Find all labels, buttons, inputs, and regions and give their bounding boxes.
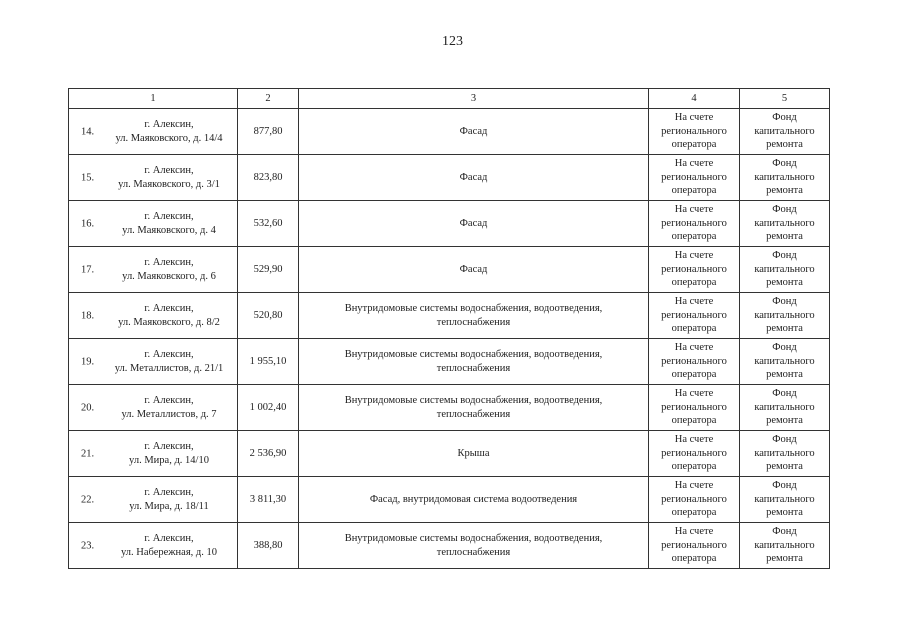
area-cell: 2 536,90	[238, 431, 299, 477]
account-line: На счете	[674, 204, 714, 216]
account-line: На счете	[674, 296, 714, 308]
fund-line: ремонта	[766, 323, 803, 335]
account-line: оператора	[671, 185, 717, 197]
address-cell	[69, 109, 238, 155]
table-row	[69, 431, 830, 477]
account-line: регионального	[661, 309, 727, 321]
area-cell: 529,90	[238, 247, 299, 293]
address	[105, 440, 233, 467]
row-number: 14.	[81, 125, 95, 137]
row-number: 15.	[81, 171, 95, 183]
area-cell: 1 955,10	[238, 339, 299, 385]
account-cell	[649, 385, 740, 431]
account-line: На счете	[674, 250, 714, 262]
header-cell-2: 2	[238, 89, 299, 109]
header-cell-5: 5	[740, 89, 830, 109]
address-city: г. Алексин,	[144, 257, 194, 268]
header-cell-4: 4	[649, 89, 740, 109]
account-line: оператора	[671, 461, 717, 473]
address-street: ул. Маяковского, д. 8/2	[118, 316, 220, 328]
fund-line: капитального	[754, 355, 815, 367]
address-city: г. Алексин,	[144, 303, 194, 314]
address	[105, 532, 233, 559]
account-cell	[649, 339, 740, 385]
account-cell	[649, 477, 740, 523]
address-street: ул. Маяковского, д. 14/4	[115, 132, 223, 144]
fund-line: Фонд	[772, 342, 797, 354]
account-line: оператора	[671, 323, 717, 335]
address-city: г. Алексин,	[144, 395, 194, 406]
account-line: регионального	[661, 125, 727, 137]
account-line: На счете	[674, 526, 714, 538]
fund-line: Фонд	[772, 250, 797, 262]
fund-cell	[740, 477, 830, 523]
address-cell	[69, 523, 238, 569]
fund-line: капитального	[754, 263, 815, 275]
account-cell	[649, 523, 740, 569]
account-line: оператора	[671, 139, 717, 151]
account-cell	[649, 109, 740, 155]
account-line: оператора	[671, 277, 717, 289]
work-type-cell: Внутридомовые системы водоснабжения, водоотведения, теплоснабжения	[299, 523, 649, 569]
fund-line: Фонд	[772, 526, 797, 538]
address-street: ул. Маяковского, д. 6	[122, 270, 216, 282]
row-number: 21.	[81, 447, 95, 459]
account-line: регионального	[661, 217, 727, 229]
fund-cell	[740, 523, 830, 569]
account-line: На счете	[674, 388, 714, 400]
page-number: 123	[442, 34, 463, 49]
fund-line: ремонта	[766, 553, 803, 565]
account-line: регионального	[661, 493, 727, 505]
table-row	[69, 385, 830, 431]
address-city: г. Алексин,	[144, 119, 194, 130]
fund-line: ремонта	[766, 369, 803, 381]
account-line: регионального	[661, 263, 727, 275]
header-row	[69, 89, 830, 109]
fund-line: капитального	[754, 447, 815, 459]
work-type-cell: Внутридомовые системы водоснабжения, водоотведения, теплоснабжения	[299, 293, 649, 339]
fund-line: Фонд	[772, 296, 797, 308]
area-cell: 877,80	[238, 109, 299, 155]
address-cell	[69, 293, 238, 339]
address-cell	[69, 247, 238, 293]
fund-cell	[740, 293, 830, 339]
fund-cell	[740, 155, 830, 201]
address	[105, 118, 233, 145]
address-cell	[69, 477, 238, 523]
row-number: 19.	[81, 355, 95, 367]
fund-cell	[740, 201, 830, 247]
address	[105, 302, 233, 329]
account-cell	[649, 293, 740, 339]
table-row	[69, 477, 830, 523]
address-cell	[69, 201, 238, 247]
table-row	[69, 109, 830, 155]
account-line: На счете	[674, 480, 714, 492]
row-number: 16.	[81, 217, 95, 229]
table-row	[69, 201, 830, 247]
account-cell	[649, 155, 740, 201]
fund-line: Фонд	[772, 480, 797, 492]
area-cell: 823,80	[238, 155, 299, 201]
fund-line: капитального	[754, 401, 815, 413]
fund-line: капитального	[754, 493, 815, 505]
row-number: 17.	[81, 263, 95, 275]
row-number: 20.	[81, 401, 95, 413]
fund-line: Фонд	[772, 204, 797, 216]
work-type-cell: Фасад	[299, 201, 649, 247]
account-line: оператора	[671, 415, 717, 427]
account-line: регионального	[661, 447, 727, 459]
address-cell	[69, 339, 238, 385]
address	[105, 394, 233, 421]
fund-line: Фонд	[772, 434, 797, 446]
account-line: На счете	[674, 158, 714, 170]
fund-line: Фонд	[772, 112, 797, 124]
address-street: ул. Мира, д. 14/10	[129, 454, 209, 466]
table-row	[69, 339, 830, 385]
header-cell-3: 3	[299, 89, 649, 109]
area-cell: 388,80	[238, 523, 299, 569]
account-line: На счете	[674, 342, 714, 354]
row-number: 23.	[81, 539, 95, 551]
account-line: На счете	[674, 112, 714, 124]
work-type-cell: Внутридомовые системы водоснабжения, водоотведения, теплоснабжения	[299, 385, 649, 431]
header-cell-1: 1	[69, 89, 238, 109]
row-number: 22.	[81, 493, 95, 505]
account-line: оператора	[671, 369, 717, 381]
address-street: ул. Маяковского, д. 3/1	[118, 178, 220, 190]
repair-register-table	[68, 88, 830, 569]
fund-cell	[740, 385, 830, 431]
table-row	[69, 247, 830, 293]
address-cell	[69, 385, 238, 431]
address-cell	[69, 155, 238, 201]
work-type-cell: Фасад	[299, 247, 649, 293]
fund-line: капитального	[754, 309, 815, 321]
fund-line: капитального	[754, 539, 815, 551]
fund-line: ремонта	[766, 507, 803, 519]
account-line: оператора	[671, 553, 717, 565]
address	[105, 256, 233, 283]
work-type-cell: Фасад	[299, 155, 649, 201]
account-line: оператора	[671, 507, 717, 519]
account-line: регионального	[661, 401, 727, 413]
address	[105, 348, 233, 375]
work-type-cell: Крыша	[299, 431, 649, 477]
account-line: регионального	[661, 171, 727, 183]
fund-line: ремонта	[766, 277, 803, 289]
fund-line: капитального	[754, 125, 815, 137]
address-city: г. Алексин,	[144, 211, 194, 222]
area-cell: 3 811,30	[238, 477, 299, 523]
address-city: г. Алексин,	[144, 349, 194, 360]
fund-line: ремонта	[766, 461, 803, 473]
fund-line: ремонта	[766, 231, 803, 243]
address	[105, 164, 233, 191]
account-cell	[649, 247, 740, 293]
table-row	[69, 293, 830, 339]
address-cell	[69, 431, 238, 477]
fund-line: ремонта	[766, 415, 803, 427]
address-city: г. Алексин,	[144, 165, 194, 176]
row-number: 18.	[81, 309, 95, 321]
fund-cell	[740, 109, 830, 155]
address-street: ул. Металлистов, д. 21/1	[114, 362, 224, 374]
fund-cell	[740, 431, 830, 477]
address	[105, 486, 233, 513]
account-cell	[649, 431, 740, 477]
work-type-cell: Внутридомовые системы водоснабжения, водоотведения, теплоснабжения	[299, 339, 649, 385]
fund-line: Фонд	[772, 158, 797, 170]
table-row	[69, 155, 830, 201]
account-line: регионального	[661, 539, 727, 551]
address-city: г. Алексин,	[144, 441, 194, 452]
address-street: ул. Набережная, д. 10	[120, 546, 217, 558]
fund-cell	[740, 247, 830, 293]
address	[105, 210, 233, 237]
area-cell: 1 002,40	[238, 385, 299, 431]
account-line: На счете	[674, 434, 714, 446]
account-line: регионального	[661, 355, 727, 367]
address-street: ул. Металлистов, д. 7	[121, 408, 217, 420]
address-street: ул. Мира, д. 18/11	[129, 500, 209, 512]
area-cell: 520,80	[238, 293, 299, 339]
account-line: оператора	[671, 231, 717, 243]
area-cell: 532,60	[238, 201, 299, 247]
address-street: ул. Маяковского, д. 4	[122, 224, 216, 236]
fund-cell	[740, 339, 830, 385]
account-cell	[649, 201, 740, 247]
address-city: г. Алексин,	[144, 533, 194, 544]
fund-line: Фонд	[772, 388, 797, 400]
fund-line: капитального	[754, 217, 815, 229]
table-row	[69, 523, 830, 569]
fund-line: ремонта	[766, 139, 803, 151]
fund-line: капитального	[754, 171, 815, 183]
fund-line: ремонта	[766, 185, 803, 197]
work-type-cell: Фасад	[299, 109, 649, 155]
work-type-cell: Фасад, внутридомовая система водоотведения	[299, 477, 649, 523]
address-city: г. Алексин,	[144, 487, 194, 498]
